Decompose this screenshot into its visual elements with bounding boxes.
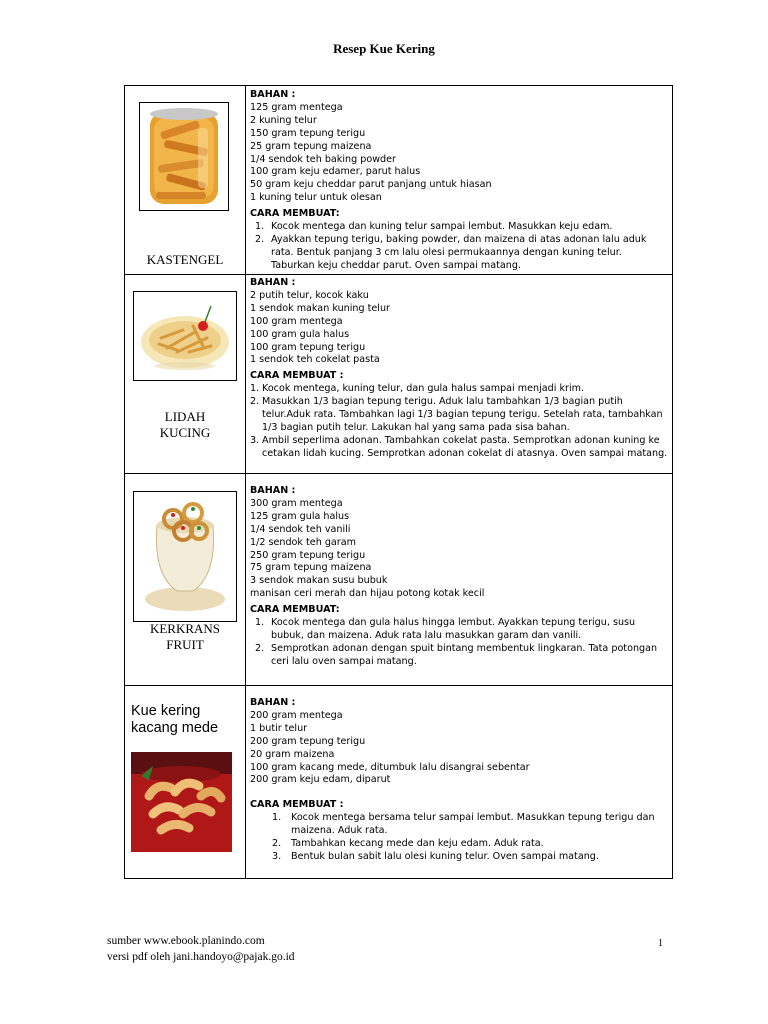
recipe-text-cell <box>250 485 668 669</box>
kacang-mede-cookie-image <box>131 752 232 852</box>
recipe-row-lidah-kucing <box>125 275 672 474</box>
cara-heading: CARA MEMBUAT : <box>250 799 344 811</box>
ingredient: 200 gram keju edam, diparut <box>250 774 391 786</box>
recipe-name: KASTENGEL <box>146 252 224 267</box>
ingredient: 2 putih telur, kocok kaku <box>250 289 369 301</box>
recipe-image-cell <box>125 474 246 685</box>
ingredient: 125 gram gula halus <box>250 510 350 522</box>
steps-list <box>250 383 668 460</box>
ingredient: 75 gram tepung maizena <box>250 562 372 574</box>
ingredient: 250 gram tepung terigu <box>250 549 366 561</box>
step: 1. Kocok mentega, kuning telur, dan gula halus sampai menjadi krim. <box>250 383 585 395</box>
step: 2. Tambahkan kecang mede dan keju edam. Aduk rata. <box>272 838 544 850</box>
step: 3. Ambil seperlima adonan. Tambahkan cokelat pasta. Semprotkan adonan kuning ke cetakan lidah kucing. Semprotkan adonan cokelat di atasnya. Oven sampai matang. <box>250 434 668 459</box>
page-number: 1 <box>658 938 663 949</box>
recipe-text-cell <box>250 89 668 273</box>
ingredient: 20 gram maizena <box>250 748 335 760</box>
recipe-text-cell <box>250 697 668 864</box>
ingredient: 150 gram tepung terigu <box>250 127 366 139</box>
cara-heading: CARA MEMBUAT: <box>250 208 340 220</box>
ingredient: 200 gram tepung terigu <box>250 735 366 747</box>
footer-source: sumber www.ebook.planindo.com <box>107 935 265 947</box>
bahan-heading: BAHAN : <box>250 485 296 496</box>
ingredient: 1/4 sendok teh baking powder <box>250 153 396 165</box>
ingredient: 125 gram mentega <box>250 101 343 113</box>
bahan-heading: BAHAN : <box>250 697 296 708</box>
page-title: Resep Kue Kering <box>333 41 435 56</box>
footer-pdf-credit: versi pdf oleh jani.handoyo@pajak.go.id <box>107 951 295 963</box>
cara-heading: CARA MEMBUAT : <box>250 370 344 382</box>
recipe-row-kastengel <box>125 86 672 275</box>
ingredient: 300 gram mentega <box>250 497 343 509</box>
ingredient: 100 gram gula halus <box>250 328 350 340</box>
step: 2. Semprotkan adonan dengan spuit bintang membentuk lingkaran. Tata potongan ceri lalu oven sampai matang. <box>255 642 658 667</box>
ingredient: 1/4 sendok teh vanili <box>250 523 351 535</box>
step: 3. Bentuk bulan sabit lalu olesi kuning telur. Oven sampai matang. <box>272 850 599 862</box>
ingredient: 1 kuning telur untuk olesan <box>250 192 382 204</box>
cara-heading: CARA MEMBUAT: <box>250 604 340 616</box>
ingredient: 3 sendok makan susu bubuk <box>250 575 388 587</box>
recipe-table <box>124 85 673 879</box>
steps-list <box>250 617 668 669</box>
step: 1. Kocok mentega bersama telur sampai lembut. Masukkan tepung terigu dan maizena. Aduk rata. <box>272 812 655 837</box>
kerkrans-fruit-glass-image <box>137 495 233 618</box>
recipe-image-cell <box>125 86 246 274</box>
ingredient: 25 gram tepung maizena <box>250 140 372 152</box>
steps-list <box>250 812 668 864</box>
recipe-name: KERKRANS FRUIT <box>149 621 221 652</box>
recipe-text-cell <box>250 277 668 461</box>
step: 1. Kocok mentega dan gula halus hingga lembut. Ayakkan tepung terigu, susu bubuk, dan maizena. Aduk rata lalu masukkan garam dan vanili. <box>255 617 636 641</box>
ingredient: manisan ceri merah dan hijau potong kotak kecil <box>250 588 485 600</box>
bahan-heading: BAHAN : <box>250 89 296 100</box>
ingredient: 1 sendok makan kuning telur <box>250 302 390 314</box>
ingredient: 1/2 sendok teh garam <box>250 536 356 548</box>
recipe-image-cell <box>125 275 246 473</box>
steps-list <box>250 221 668 273</box>
ingredient: 100 gram mentega <box>250 315 343 327</box>
recipe-row-kerkrans-fruit <box>125 474 672 686</box>
ingredient: 1 butir telur <box>250 722 308 734</box>
step: 2. Masukkan 1/3 bagian tepung terigu. Aduk lalu tambahkan 1/3 bagian putih telur.Aduk rata. Tambahkan lagi 1/3 bagian tepung terigu. Setelah rata, tambahkan 1/3 bagian putih telur. Lakukan hal yang sama pada sisa bahan. <box>250 396 663 433</box>
ingredient: 50 gram keju cheddar parut panjang untuk hiasan <box>250 179 492 191</box>
kastengel-jar-image <box>144 106 224 207</box>
ingredient: 100 gram kacang mede, ditumbuk lalu disangrai sebentar <box>250 761 530 773</box>
recipe-name: LIDAH KUCING <box>159 409 211 440</box>
step: 1. Kocok mentega dan kuning telur sampai lembut. Masukkan keju edam. <box>255 221 613 233</box>
ingredient: 200 gram mentega <box>250 709 343 721</box>
bahan-heading: BAHAN : <box>250 277 296 288</box>
ingredient: 1 sendok teh cokelat pasta <box>250 354 380 366</box>
lidah-kucing-bowl-image <box>137 294 233 378</box>
ingredient: 100 gram tepung terigu <box>250 341 366 353</box>
step: 2. Ayakkan tepung terigu, baking powder, dan maizena di atas adonan lalu aduk rata. Bentuk panjang 3 cm lalu olesi permukaannya dengan kuning telur. Taburkan keju cheddar parut. Oven sampai matang. <box>255 233 647 271</box>
ingredient: 2 kuning telur <box>250 114 317 126</box>
recipe-row-kacang-mede <box>125 686 672 878</box>
recipe-name: Kue kering kacang mede <box>131 703 219 736</box>
recipe-image-cell <box>125 686 246 878</box>
ingredient: 100 gram keju edamer, parut halus <box>250 166 421 178</box>
